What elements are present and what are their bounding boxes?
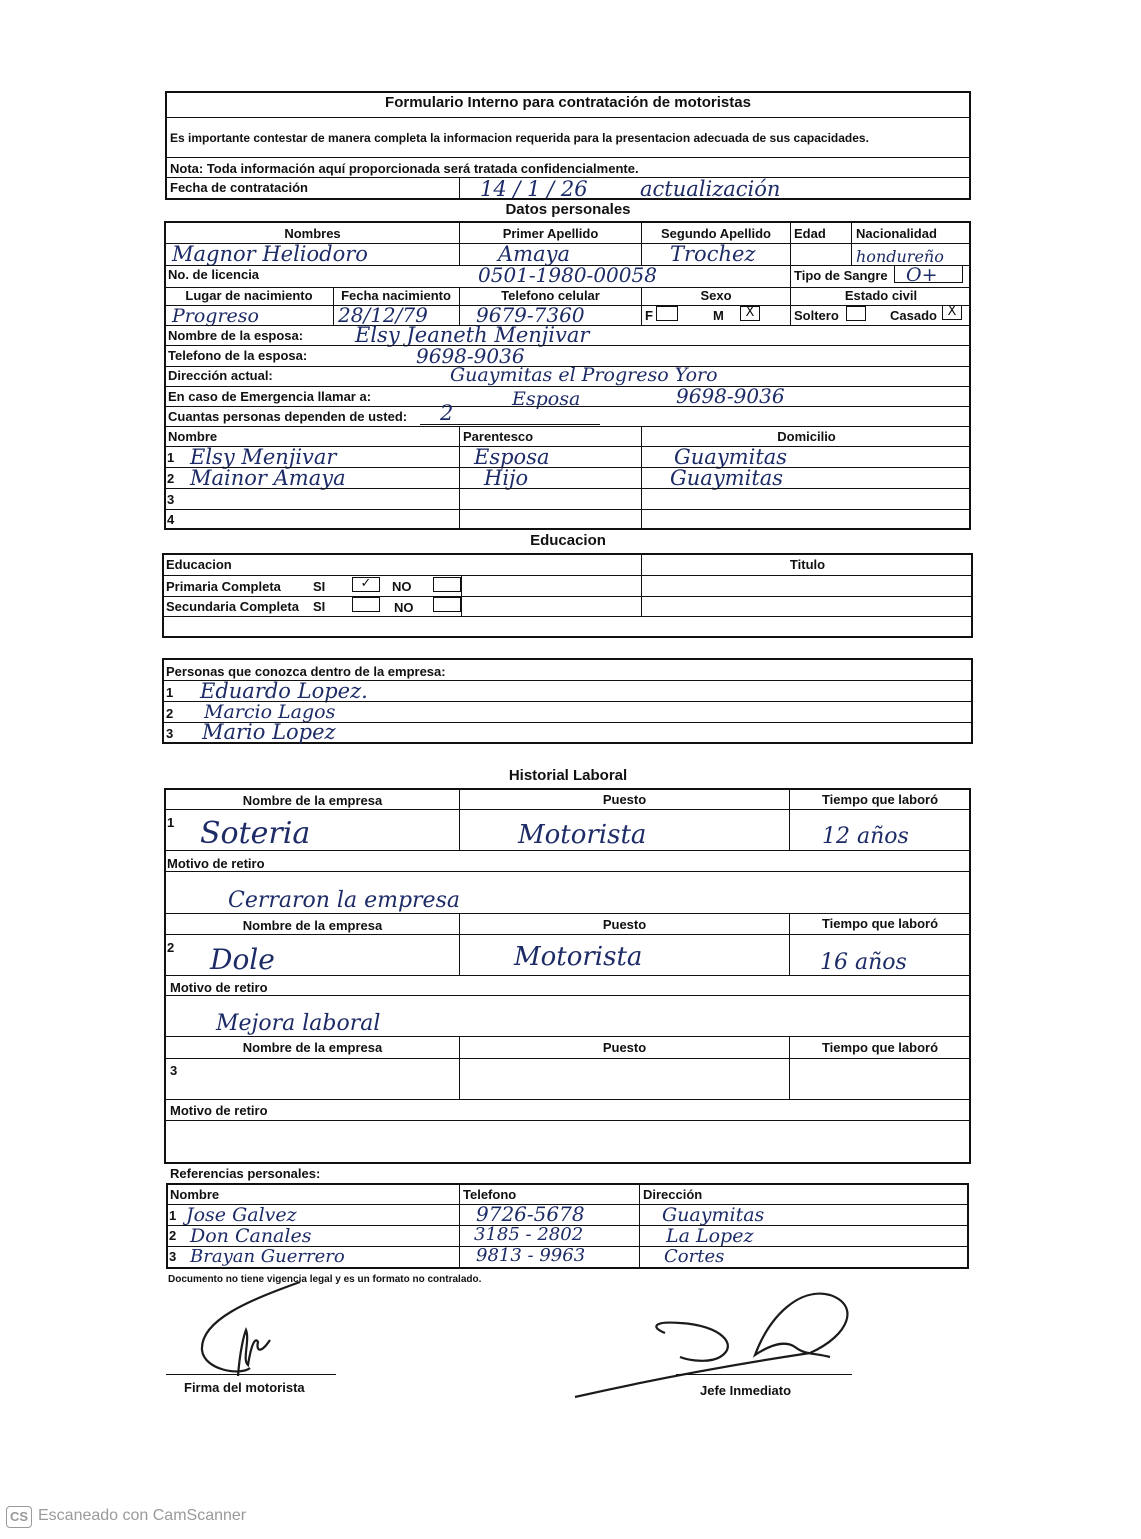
job-3-num: 3	[170, 1063, 178, 1078]
references-phone-header: Telefono	[463, 1187, 517, 1202]
hire-date-label: Fecha de contratación	[170, 180, 308, 195]
spouse-phone-value: 9698-9036	[416, 344, 525, 368]
job-3-position-label: Puesto	[602, 1040, 647, 1055]
spouse-name-label: Nombre de la esposa:	[168, 328, 304, 343]
nationality-label: Nacionalidad	[856, 226, 937, 241]
dependents-home-header: Domicilio	[777, 429, 836, 444]
dependent-row-2-relation: Hijo	[484, 466, 529, 490]
job-1-num: 1	[167, 815, 175, 830]
job-2-reason-label: Motivo de retiro	[170, 980, 268, 995]
job-1-reason-label: Motivo de retiro	[167, 856, 265, 871]
reference-2-phone: 3185 - 2802	[474, 1224, 584, 1245]
job-1-position: Motorista	[518, 820, 647, 850]
blood-type-label: Tipo de Sangre	[794, 268, 888, 283]
reference-2-num: 2	[169, 1228, 177, 1243]
job-1-position-label: Puesto	[602, 792, 647, 807]
personal-section-title: Datos personales	[505, 201, 631, 218]
married-label: Casado	[890, 308, 937, 323]
job-2-time-label: Tiempo que laboró	[821, 916, 939, 931]
acquaintance-3-name: Mario Lopez	[202, 720, 336, 744]
birthdate-value: 28/12/79	[338, 303, 428, 327]
first-surname-label: Primer Apellido	[502, 226, 599, 241]
single-checkbox[interactable]	[846, 306, 866, 321]
female-label: F	[645, 308, 653, 323]
dependents-relation-header: Parentesco	[463, 429, 534, 444]
primary-label: Primaria Completa	[166, 579, 281, 594]
male-checkbox[interactable]: X	[740, 306, 760, 321]
education-section-title: Educacion	[530, 532, 606, 549]
camscanner-text: Escaneado con CamScanner	[38, 1507, 247, 1524]
job-2-time: 16 años	[820, 950, 907, 975]
license-label: No. de licencia	[168, 267, 260, 282]
address-label: Dirección actual:	[168, 368, 273, 383]
reference-2-name: Don Canales	[190, 1225, 312, 1247]
birthplace-value: Progreso	[172, 305, 259, 327]
references-label: Referencias personales:	[170, 1166, 321, 1181]
job-1-time: 12 años	[822, 824, 909, 849]
hire-date-value: 14 / 1 / 26	[480, 177, 588, 201]
reference-3-num: 3	[169, 1249, 177, 1264]
job-1-time-label: Tiempo que laboró	[821, 792, 939, 807]
license-value: 0501-1980-00058	[478, 263, 657, 287]
acquaintances-label: Personas que conozca dentro de la empresa:	[166, 664, 446, 679]
disclaimer: Documento no tiene vigencia legal y es un formato no contralado.	[168, 1274, 482, 1285]
job-2-company: Dole	[210, 943, 275, 976]
dependent-row-2-name: Mainor Amaya	[190, 466, 346, 490]
male-label: M	[713, 308, 724, 323]
married-checkbox[interactable]: X	[942, 305, 962, 320]
secondary-yes-label: SI	[313, 599, 326, 614]
cellphone-value: 9679-7360	[476, 303, 585, 327]
primary-yes-label: SI	[313, 579, 326, 594]
dependents-name-header: Nombre	[168, 429, 218, 444]
reference-3-phone: 9813 - 9963	[476, 1245, 586, 1266]
reference-3-name: Brayan Guerrero	[190, 1246, 345, 1267]
birthplace-label: Lugar de nacimiento	[185, 288, 313, 303]
emergency-phone-value: 9698-9036	[676, 384, 785, 408]
dependent-row-1-relation: Esposa	[474, 445, 550, 469]
form-title: Formulario Interno para contratación de motoristas	[385, 94, 751, 111]
nationality-value: hondureño	[856, 247, 944, 266]
spouse-name-value: Elsy Jeaneth Menjivar	[355, 323, 590, 347]
form-note: Nota: Toda información aquí proporcionada será tratada confidencialmente.	[170, 161, 639, 176]
address-value: Guaymitas el Progreso Yoro	[450, 364, 718, 386]
work-history-title: Historial Laboral	[508, 767, 628, 784]
dependent-row-1-name: Elsy Menjivar	[190, 445, 337, 469]
cellphone-label: Telefono celular	[501, 288, 600, 303]
job-2-position: Motorista	[514, 942, 643, 972]
dependent-row-2-num: 2	[167, 471, 175, 486]
hire-date-note: actualización	[640, 177, 781, 201]
job-1-company-label: Nombre de la empresa	[242, 793, 383, 808]
names-label: Nombres	[284, 226, 341, 241]
emergency-label: En caso de Emergencia llamar a:	[168, 389, 372, 404]
single-label: Soltero	[794, 308, 839, 323]
reference-1-num: 1	[169, 1208, 177, 1223]
reference-1-address: Guaymitas	[662, 1204, 765, 1226]
references-address-header: Dirección	[643, 1187, 703, 1202]
reference-1-name: Jose Galvez	[186, 1204, 297, 1226]
primary-no-label: NO	[392, 579, 412, 594]
acquaintance-2-name: Marcio Lagos	[204, 701, 336, 723]
camscanner-logo: CS	[6, 1506, 32, 1528]
first-surname-value: Amaya	[498, 242, 570, 266]
primary-no-checkbox[interactable]	[433, 577, 461, 592]
acquaintance-3-num: 3	[166, 726, 174, 741]
job-2-company-label: Nombre de la empresa	[242, 918, 383, 933]
education-title-label: Titulo	[789, 557, 826, 572]
birthdate-label: Fecha nacimiento	[341, 288, 451, 303]
civil-status-label: Estado civil	[844, 288, 918, 303]
secondary-yes-checkbox[interactable]	[352, 597, 380, 612]
dependent-row-2-home: Guaymitas	[670, 466, 784, 490]
boss-signature-line	[676, 1374, 852, 1375]
reference-1-phone: 9726-5678	[476, 1202, 585, 1226]
female-checkbox[interactable]	[656, 306, 678, 321]
dependent-row-1-num: 1	[167, 450, 175, 465]
driver-signature-line	[166, 1374, 336, 1375]
reference-3-address: Cortes	[664, 1246, 725, 1267]
dependent-row-3-num: 3	[167, 492, 175, 507]
acquaintance-2-num: 2	[166, 706, 174, 721]
dependents-value: 2	[440, 401, 454, 425]
form-intro: Es importante contestar de manera completa la informacion requerida para la presentacion adecuada de sus capacidades.	[170, 131, 869, 145]
education-col-label: Educacion	[166, 557, 232, 572]
job-2-num: 2	[167, 940, 175, 955]
dependents-label: Cuantas personas dependen de usted:	[168, 409, 408, 424]
driver-signature	[190, 1280, 310, 1380]
emergency-contact-value: Esposa	[512, 388, 581, 410]
job-3-reason-label: Motivo de retiro	[170, 1103, 268, 1118]
primary-yes-checkbox[interactable]: ✓	[352, 577, 380, 592]
sex-label: Sexo	[700, 288, 732, 303]
references-name-header: Nombre	[170, 1187, 220, 1202]
job-1-reason: Cerraron la empresa	[228, 888, 460, 913]
names-value: Magnor Heliodoro	[172, 242, 368, 266]
job-2-position-label: Puesto	[602, 917, 647, 932]
job-3-company-label: Nombre de la empresa	[242, 1040, 383, 1055]
acquaintance-1-num: 1	[166, 685, 174, 700]
second-surname-value: Trochez	[670, 242, 756, 266]
boss-signature-label: Jefe Inmediato	[700, 1383, 792, 1398]
driver-signature-label: Firma del motorista	[184, 1380, 305, 1395]
secondary-no-checkbox[interactable]	[433, 597, 461, 612]
dependent-row-4-num: 4	[167, 512, 175, 527]
blood-type-value: O+	[906, 264, 938, 286]
acquaintance-1-name: Eduardo Lopez.	[200, 679, 368, 703]
job-1-company: Soteria	[200, 816, 311, 851]
job-2-reason: Mejora laboral	[216, 1011, 381, 1036]
reference-2-address: La Lopez	[666, 1225, 754, 1247]
secondary-label: Secundaria Completa	[166, 599, 299, 614]
second-surname-label: Segundo Apellido	[660, 226, 771, 241]
spouse-phone-label: Telefono de la esposa:	[168, 348, 308, 363]
job-3-time-label: Tiempo que laboró	[821, 1040, 939, 1055]
secondary-no-label: NO	[394, 600, 414, 615]
dependent-row-1-home: Guaymitas	[674, 445, 788, 469]
age-label: Edad	[794, 226, 826, 241]
